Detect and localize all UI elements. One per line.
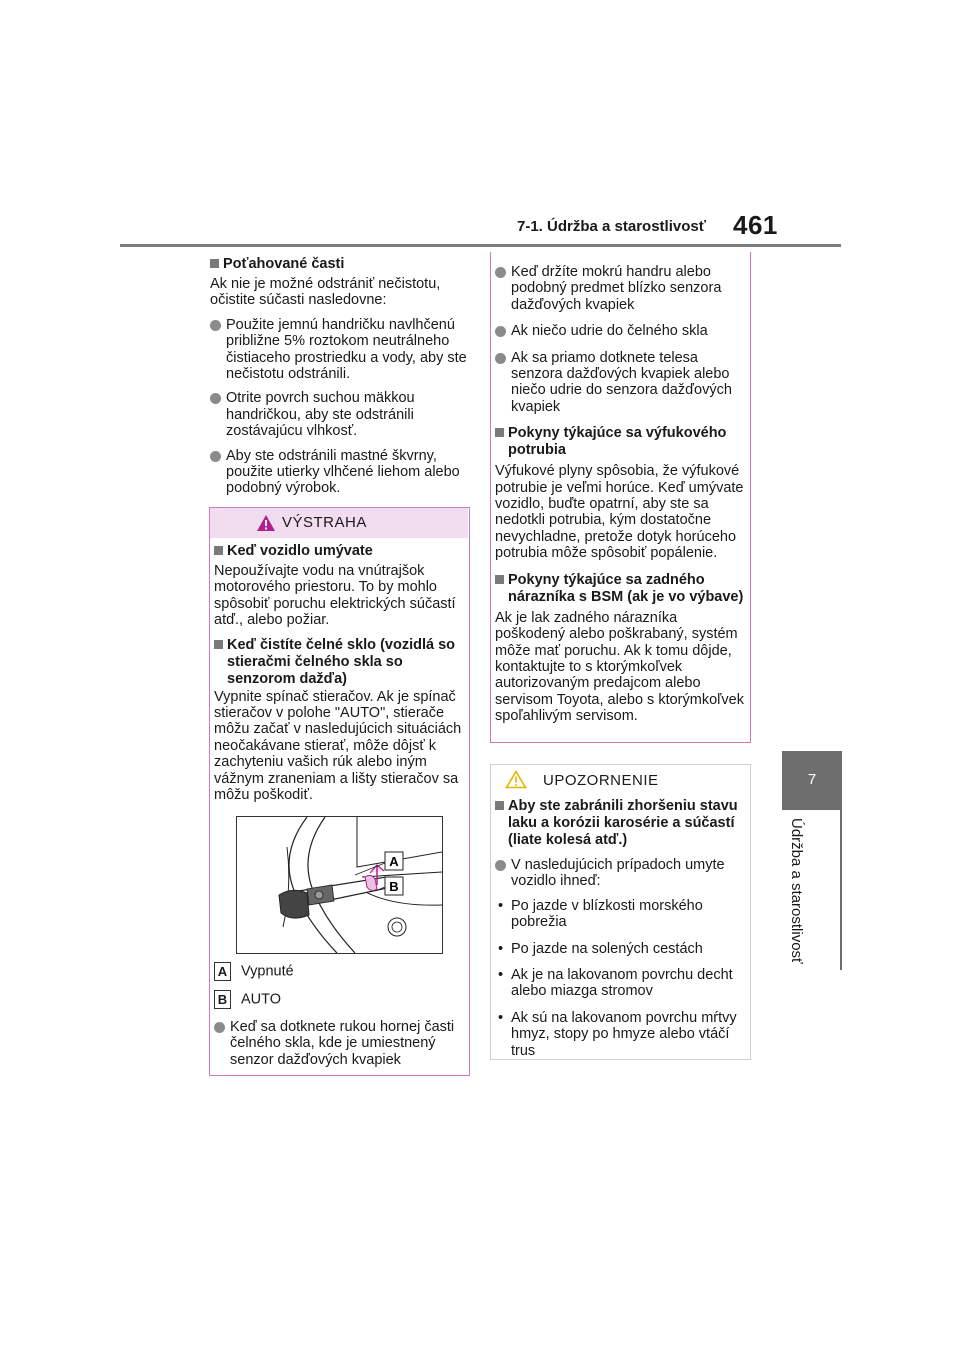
warning-cont-bullet-2: Ak niečo udrie do čelného skla bbox=[495, 323, 745, 339]
legend-b-text: AUTO bbox=[241, 991, 282, 1008]
wiper-switch-figure bbox=[236, 816, 443, 954]
warning-continued-content bbox=[495, 264, 745, 725]
caution-title: UPOZORNENIE bbox=[543, 772, 659, 789]
exhaust-heading: Pokyny týkajúce sa výfukového potrubia bbox=[495, 425, 745, 459]
warning-content bbox=[214, 543, 464, 803]
bsm-text: Ak je lak zadného nárazníka poškodený alebo poškrabaný, systém môže mať poruchu. Ak k tomu dôjde, kontaktujte to s ktorýmkoľvek autorizovaným predajcom alebo servisom Toyota, alebo s ktorýmkoľvek spoľahlivým servisom. bbox=[495, 609, 744, 725]
caution-item-1: • Po jazde v blízkosti morského pobrežia bbox=[495, 898, 745, 931]
figure-label-a: A bbox=[389, 854, 399, 869]
chapter-title: Údržba a starostlivosť bbox=[788, 818, 805, 964]
chapter-rule bbox=[840, 810, 842, 970]
figure-label-b: B bbox=[389, 879, 399, 894]
caution-heading: Aby ste zabránili zhoršeniu stavu laku a korózii karosérie a súčastí (liate kolesá atď.) bbox=[495, 798, 745, 849]
warning-text-washing: Nepoužívajte vodu na vnútrajšok motorového priestoru. To by mohlo spôsobiť poruchu elektrických súčastí atď., alebo požiar. bbox=[214, 563, 456, 629]
warning-heading-washing: Keď vozidlo umývate bbox=[214, 543, 464, 560]
legend-a-text: Vypnuté bbox=[241, 963, 294, 980]
section-title: 7-1. Údržba a starostlivosť bbox=[517, 218, 706, 235]
caution-title-bar bbox=[491, 765, 749, 795]
caution-item-4: • Ak sú na lakovanom povrchu mŕtvy hmyz, stopy po hmyze alebo vtáčí trus bbox=[495, 1010, 745, 1059]
legend-a-box: A bbox=[214, 962, 231, 981]
chapter-number: 7 bbox=[807, 771, 817, 788]
upholstery-intro: Ak nie je možné odstrániť nečistotu, očistite súčasti nasledovne: bbox=[210, 276, 441, 309]
caution-item-2: • Po jazde na solených cestách bbox=[495, 941, 745, 957]
warning-cont-bullet-3: Ak sa priamo dotknete telesa senzora dažďových kvapiek alebo niečo udrie do senzora dažďových kvapiek bbox=[495, 350, 745, 416]
legend-b bbox=[214, 990, 281, 1009]
upholstery-bullet-3: Aby ste odstránili mastné škvrny, použite utierky vlhčené liehom alebo podobný výrobok. bbox=[210, 448, 468, 497]
upholstery-heading: Poťahované časti bbox=[210, 256, 468, 273]
upholstery-section bbox=[210, 256, 468, 497]
legend-b-box: B bbox=[214, 990, 231, 1009]
upholstery-bullet-1: Použite jemnú handričku navlhčenú približne 5% roztokom neutrálneho čistiaceho prostriedku a vody, aby ste nečistotu odstránili. bbox=[210, 317, 468, 383]
caution-icon bbox=[505, 770, 527, 789]
warning-heading-windshield: Keď čistíte čelné sklo (vozidlá so stieračmi čelného skla so senzorom dažďa) bbox=[214, 637, 464, 688]
wiper-switch-illustration bbox=[237, 817, 442, 953]
warning-title-bar bbox=[210, 508, 468, 538]
upholstery-bullet-2: Otrite povrch suchou mäkkou handričkou, aby ste odstránili zostávajúcu vlhkosť. bbox=[210, 390, 468, 439]
warning-bullet-touch: Keď sa dotknete rukou hornej časti čelného skla, kde je umiestnený senzor dažďových kvapiek bbox=[214, 1019, 464, 1068]
caution-item-3: • Ak je na lakovanom povrchu decht alebo miazga stromov bbox=[495, 967, 745, 1000]
warning-bullet-box bbox=[214, 1019, 464, 1068]
warning-title: VÝSTRAHA bbox=[282, 514, 367, 531]
warning-icon bbox=[256, 514, 276, 532]
page-number: 461 bbox=[733, 210, 778, 240]
warning-text-windshield: Vypnite spínač stieračov. Ak je spínač stieračov v polohe "AUTO", stierače môžu začať v nasledujúcich situáciách neočakávane stierať, môže dôjsť k zachyteniu vašich rúk alebo iným vážnym zraneniam a lišty stieračov sa môžu poškodiť. bbox=[214, 688, 462, 804]
bsm-heading: Pokyny týkajúce sa zadného nárazníka s BSM (ak je vo výbave) bbox=[495, 572, 745, 606]
caution-bullet: V nasledujúcich prípadoch umyte vozidlo ihneď: bbox=[495, 857, 745, 890]
exhaust-text: Výfukové plyny spôsobia, že výfukové potrubie je veľmi horúce. Keď umývate vozidlo, buďte opatrní, aby ste sa nedotkli potrubia, kým dostatočne nevychladne, pretože dotyk horúceho potrubia môže spôsobiť popálenie. bbox=[495, 463, 744, 562]
header-rule bbox=[120, 244, 841, 247]
warning-cont-bullet-1: Keď držíte mokrú handru alebo podobný predmet blízko senzora dažďových kvapiek bbox=[495, 264, 745, 313]
legend-a bbox=[214, 962, 294, 981]
caution-content bbox=[495, 798, 745, 1059]
